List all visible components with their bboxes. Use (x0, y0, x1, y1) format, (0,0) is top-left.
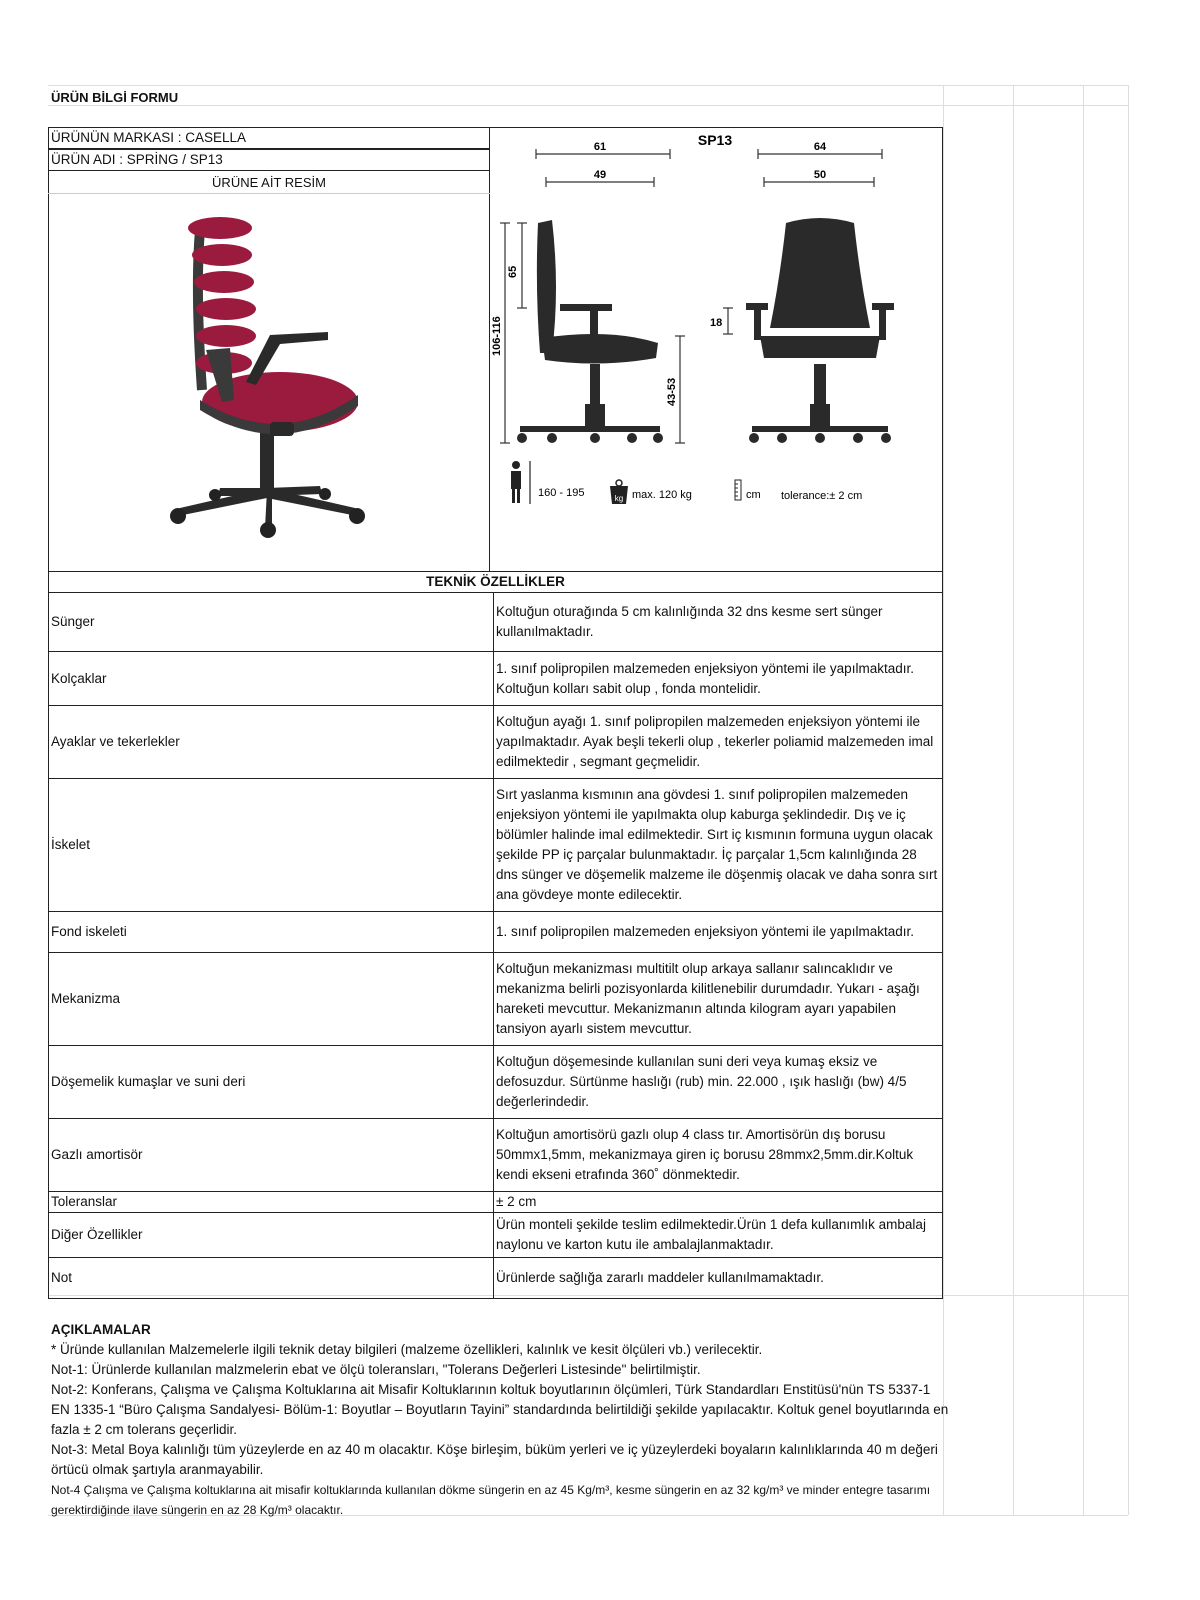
note-item: Not-4 Çalışma ve Çalışma koltuklarına ait misafir koltuklarında kullanılan dökme süngerin en az 45 Kg/m³, kesme süngerin en az 32 kg/m³ ve minder entegre tasarımı gerektirdiğinde ilave süngerin en az 28 Kg/m³ olacaktır. (51, 1483, 931, 1517)
dim-side-seat: 49 (593, 169, 607, 181)
dim-arm-height: 18 (710, 317, 723, 329)
person-height-icon (511, 461, 530, 504)
grid-line (48, 105, 1128, 106)
spec-key: Toleranslar (49, 1192, 494, 1213)
spec-row (49, 652, 943, 706)
spec-row (49, 912, 943, 953)
grid-line (48, 85, 1128, 86)
spec-key: Fond iskeleti (49, 912, 494, 953)
dim-back-height: 65 (507, 265, 519, 278)
photo-label: ÜRÜNE AİT RESİM (212, 175, 326, 190)
grid-line (1013, 85, 1014, 1515)
product-name-line: ÜRÜN ADI : SPRİNG / SP13 (48, 149, 490, 171)
spec-table-title: TEKNİK ÖZELLİKLER (49, 572, 943, 593)
dim-seat-height: 43-53 (666, 377, 678, 406)
spec-value: ± 2 cm (494, 1192, 943, 1213)
spec-key: Mekanizma (49, 953, 494, 1046)
spec-key: Diğer Özellikler (49, 1213, 494, 1258)
spec-row (49, 1119, 943, 1192)
photo-label-divider (48, 193, 490, 194)
notes-title: AÇIKLAMALAR (51, 1322, 151, 1337)
max-weight: max. 120 kg (632, 489, 692, 501)
spec-value: Koltuğun mekanizması multitilt olup arkaya sallanır salıncaklıdır ve mekanizma belirli pozisyonlarda kilitlenebilir durumdadır. Yukarı - aşağı hareketi mevcuttur. Mekanizmanın altında kilogram ayarı yapabilen tansiyon ayarlı sistem mevcuttur. (494, 953, 943, 1046)
unit-label: cm (746, 489, 761, 501)
spec-value: Koltuğun oturağında 5 cm kalınlığında 32 dns kesme sert sünger kullanılmaktadır. (494, 593, 943, 652)
spec-key: Kolçaklar (49, 652, 494, 706)
model-label: SP13 (697, 132, 733, 148)
spec-key: Gazlı amortisör (49, 1119, 494, 1192)
brand-line: ÜRÜNÜN MARKASI : CASELLA (48, 127, 490, 149)
grid-line (1128, 85, 1129, 1515)
note-item: Not-2: Konferans, Çalışma ve Çalışma Koltuklarına ait Misafir Koltuklarının koltuk boyutlarının ölçümleri, Türk Standardları Enstitüsü'nün TS 5337-1 EN 1335-1 “Büro Çalışma Sandalyesi- Bölüm-1: Boyutlar – Boyutların Tayini” standardında belirtildiği şekilde yapılacaktır. Koltuk genel boyutlarında en fazla ± 2 cm tolerans geçerlidir. (51, 1382, 949, 1437)
note-item: * Üründe kullanılan Malzemelerle ilgili teknik detay bilgileri (malzeme özellikleri, kalınlık ve kesit ölçüleri vb.) verilecektir. (51, 1342, 763, 1357)
dim-side-top: 61 (593, 141, 607, 153)
weight-icon-label: kg (614, 494, 624, 503)
ruler-icon (735, 480, 741, 500)
dim-front-seat: 50 (813, 169, 827, 181)
spec-value: Sırt yaslanma kısmının ana gövdesi 1. sınıf polipropilen malzemeden enjeksiyon yöntemi ile yapılmakta olup kaburga şeklindedir. Dış ve iç bölümler halinde imal edilmektedir. Sırt iç kısmının formuna uygun olacak şekilde PP iç parçalar bulunmaktadır. İç parçalar 1,5cm kalınlığında 28 dns sünger ve döşemelik malzeme ile döşenmiş olacak ve daha sonra sırt ana gövdeye monte edilecektir. (494, 779, 943, 912)
spec-value: Ürün monteli şekilde teslim edilmektedir.Ürün 1 defa kullanımlık ambalaj naylonu ve karton kutu ile ambalajlanmaktadır. (494, 1213, 943, 1258)
weight-icon (610, 480, 628, 504)
technical-drawing (490, 128, 942, 508)
spec-value: Koltuğun ayağı 1. sınıf polipropilen malzemeden enjeksiyon yöntemi ile yapılmaktadır. Ayak beşli tekerli olup , tekerler poliamid malzemeden imal edilmektedir , segmant geçmelidir. (494, 706, 943, 779)
spec-key: Ayaklar ve tekerlekler (49, 706, 494, 779)
grid-line (943, 85, 944, 1515)
spec-table (48, 571, 943, 1299)
dim-front-top: 64 (813, 141, 827, 153)
spec-row (49, 953, 943, 1046)
spec-value: Koltuğun döşemesinde kullanılan suni deri veya kumaş eksiz ve defosuzdur. Sürtünme haslığı (rub) min. 22.000 , ışık haslığı (bw) 4/5 değerlerindedir. (494, 1046, 943, 1119)
spec-key: Sünger (49, 593, 494, 652)
dim-total-height: 106-116 (491, 316, 503, 356)
spec-row (49, 593, 943, 652)
spec-value: 1. sınıf polipropilen malzemeden enjeksiyon yöntemi ile yapılmaktadır. Koltuğun kolları sabit olup , fonda montelidir. (494, 652, 943, 706)
front-view-chair (746, 218, 894, 443)
spec-key: İskelet (49, 779, 494, 912)
spec-value: Ürünlerde sağlığa zararlı maddeler kullanılmamaktadır. (494, 1258, 943, 1299)
product-photo (160, 210, 380, 540)
spec-value: Koltuğun amortisörü gazlı olup 4 class tır. Amortisörün dış borusu 50mmx1,5mm, mekanizmaya giren iç borusu 28mmx2,5mm.dir.Koltuk kendi ekseni etrafında 360˚ dönmektedir. (494, 1119, 943, 1192)
note-item: Not-3: Metal Boya kalınlığı tüm yüzeylerde en az 40 m olacaktır. Köşe birleşim, büküm yerleri ve iç yüzeylerdeki boyaların kalınlıklarında 40 m değeri örtücü olmak şartıyla aranmayabilir. (51, 1442, 938, 1477)
spec-row (49, 1192, 943, 1213)
spec-key: Not (49, 1258, 494, 1299)
chair-base (170, 428, 365, 538)
spec-row (49, 779, 943, 912)
spec-key: Döşemelik kumaşlar ve suni deri (49, 1046, 494, 1119)
tolerance-label: tolerance:± 2 cm (781, 490, 863, 502)
spec-value: 1. sınıf polipropilen malzemeden enjeksiyon yöntemi ile yapılmaktadır. (494, 912, 943, 953)
spec-row (49, 1258, 943, 1299)
note-item: Not-1: Ürünlerde kullanılan malzmelerin ebat ve ölçü toleransları, "Tolerans Değerleri Listesinde" belirtilmiştir. (51, 1362, 701, 1377)
form-title: ÜRÜN BİLGİ FORMU (51, 90, 179, 105)
spec-row (49, 1046, 943, 1119)
spec-row (49, 1213, 943, 1258)
grid-line (1083, 85, 1084, 1515)
spec-row (49, 706, 943, 779)
side-view-chair (517, 220, 663, 443)
user-height-range: 160 - 195 (538, 487, 585, 499)
notes-section (51, 1320, 951, 1520)
